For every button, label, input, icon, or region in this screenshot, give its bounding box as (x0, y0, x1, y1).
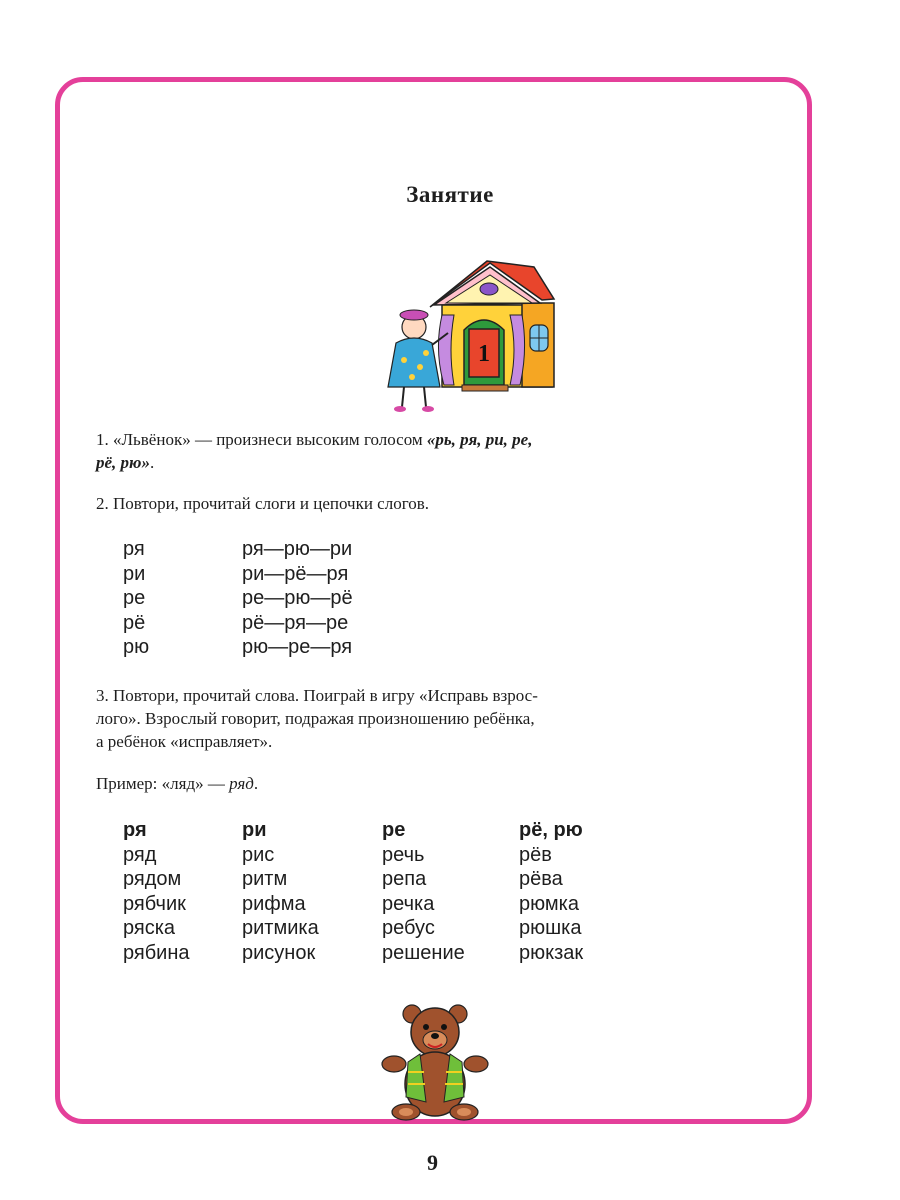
word-item: речь (382, 843, 425, 866)
word-item: ряд (123, 843, 157, 866)
word-item: рёва (519, 868, 563, 890)
syllable-item: ря (123, 538, 145, 560)
page-number: 9 (427, 1150, 438, 1175)
example-answer: ряд (229, 774, 254, 793)
word-column-heading: ри (242, 819, 267, 841)
syllable-item: рё (123, 611, 146, 634)
syllable-item: ри (123, 562, 146, 585)
word-item: рисунок (242, 941, 316, 964)
word-item: ряска (123, 917, 176, 939)
syllable-chain: ре—рю—рё (242, 587, 353, 609)
word-item: рёв (519, 843, 552, 866)
word-item: рис (242, 843, 275, 866)
word-column-heading: рё, рю (519, 819, 583, 841)
example-line (96, 772, 696, 795)
house-number: 1 (478, 341, 490, 367)
word-item: рюшка (519, 917, 582, 939)
word-column-heading: ре (382, 819, 406, 841)
task-3-line: 3. Повтори, прочитай слова. Поиграй в игру «Исправь взрос- (96, 686, 538, 705)
task-1-suffix: . (149, 453, 155, 472)
task-3-line: а ребёнок «исправляет». (96, 732, 273, 751)
syllable-chain: рю—ре—ря (242, 636, 353, 658)
word-item: рябина (123, 941, 190, 964)
word-column-heading: ря (123, 819, 147, 841)
page-title: Занятие (406, 182, 494, 207)
word-column-rya (123, 818, 190, 965)
word-item: репа (382, 868, 427, 890)
task-3 (96, 684, 696, 753)
syllable-chain: рё—ря—ре (242, 611, 349, 634)
word-item: рюкзак (519, 941, 584, 964)
word-item: рябчик (123, 892, 186, 915)
syllable-chain: ри—рё—ря (242, 562, 349, 585)
word-item: рюмка (519, 892, 579, 915)
word-item: ребус (382, 917, 435, 939)
word-column-re (382, 818, 465, 965)
word-item: рядом (123, 868, 182, 890)
word-item: решение (382, 941, 465, 964)
task-3-line: лого». Взрослый говорит, подражая произношению ребёнка, (96, 709, 535, 728)
syllable-chain: ря—рю—ри (242, 538, 353, 560)
word-column-ryo-ryu (519, 818, 583, 965)
syllable-list (123, 537, 149, 660)
teddy-bear-illustration (378, 1002, 493, 1122)
syllable-item: рю (123, 636, 150, 658)
word-item: ритм (242, 868, 288, 890)
task-1-prefix: 1. «Львёнок» — произнеси высоким голосом (96, 430, 427, 449)
task-1 (96, 428, 696, 474)
house-girl-illustration (382, 255, 562, 420)
syllable-item: ре (123, 587, 146, 609)
word-column-ri (242, 818, 319, 965)
word-item: речка (382, 892, 435, 915)
word-item: рифма (242, 892, 306, 915)
page-frame (55, 77, 812, 1124)
task-1-syllables: «рь, ря, ри, ре, (426, 430, 533, 449)
example-label: Пример: «ляд» — (96, 774, 230, 793)
syllable-chain-list (242, 537, 353, 660)
task-1-syllables-cont: рё, рю» (96, 453, 150, 472)
word-item: ритмика (242, 917, 319, 939)
task-2: 2. Повтори, прочитай слоги и цепочки слогов. (96, 494, 430, 513)
example-end: . (253, 774, 259, 793)
